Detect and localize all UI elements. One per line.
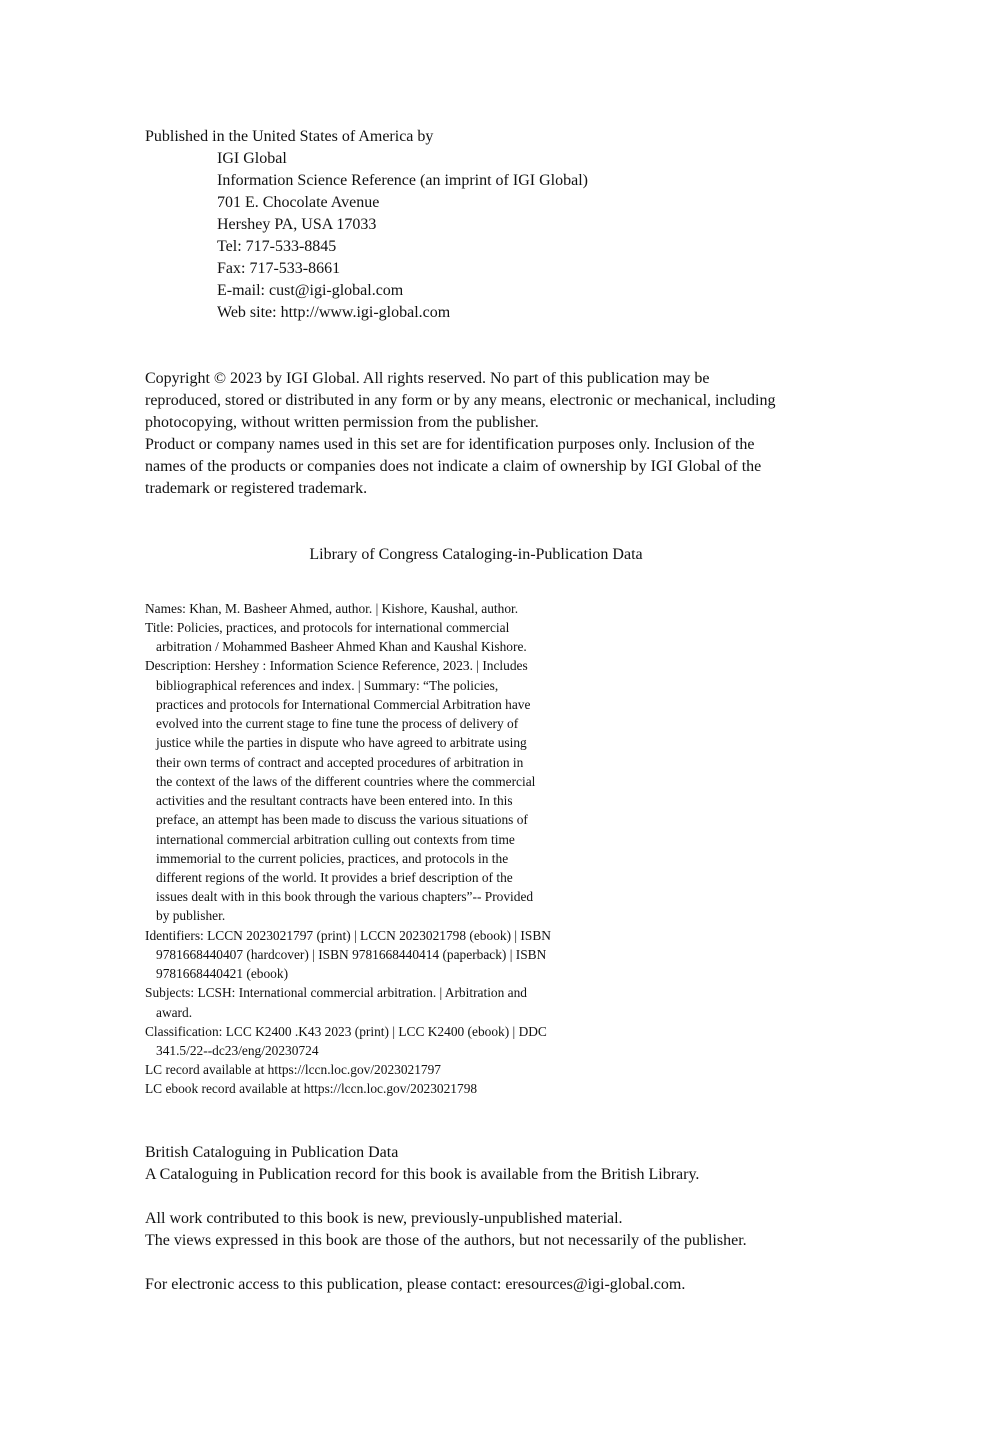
copyright-line: photocopying, without written permission from the publisher. [145, 414, 539, 431]
cip-description-cont: issues dealt with in this book through the various chapters”-- Provided [156, 889, 534, 904]
british-cip-text: A Cataloguing in Publication record for this book is available from the British Library. [145, 1166, 700, 1183]
cip-names: Names: Khan, M. Basheer Ahmed, author. | Kishore, Kaushal, author. [145, 601, 519, 616]
publisher-name: IGI Global [217, 150, 287, 167]
cip-description-cont: by publisher. [156, 908, 226, 923]
publisher-intro: Published in the United States of America by [145, 128, 434, 145]
cip-description-cont: immemorial to the current policies, practices, and protocols in the [156, 851, 509, 866]
cip-description-cont: evolved into the current stage to fine tune the process of delivery of [156, 716, 519, 731]
cip-description-cont: the context of the laws of the different countries where the commercial [156, 774, 536, 789]
cip-lc-ebook-record: LC ebook record available at https://lccn.loc.gov/2023021798 [145, 1081, 478, 1096]
views-disclaimer: The views expressed in this book are those of the authors, but not necessarily of the publisher. [145, 1232, 747, 1249]
publisher-fax: Fax: 717-533-8661 [217, 260, 341, 277]
copyright-line: Copyright © 2023 by IGI Global. All rights reserved. No part of this publication may be [145, 370, 710, 387]
cip-description-cont: preface, an attempt has been made to discuss the various situations of [156, 812, 528, 827]
copyright-line: names of the products or companies does not indicate a claim of ownership by IGI Global of the [145, 458, 762, 475]
cip-description-cont: international commercial arbitration culling out contexts from time [156, 832, 515, 847]
cip-description-cont: activities and the resultant contracts have been entered into. In this [156, 793, 513, 808]
cip-subjects-cont: award. [156, 1005, 193, 1020]
cip-identifiers-cont: 9781668440421 (ebook) [156, 966, 289, 981]
cip-description-cont: justice while the parties in dispute who have agreed to arbitrate using [156, 735, 527, 750]
british-cip-heading: British Cataloguing in Publication Data [145, 1144, 399, 1161]
cip-description-cont: practices and protocols for International Commercial Arbitration have [156, 697, 531, 712]
publisher-imprint: Information Science Reference (an imprint of IGI Global) [217, 172, 588, 189]
loc-cip-heading: Library of Congress Cataloging-in-Publication Data [309, 546, 643, 563]
publisher-city: Hershey PA, USA 17033 [217, 216, 377, 233]
cip-subjects: Subjects: LCSH: International commercial arbitration. | Arbitration and [145, 985, 527, 1000]
cip-classification-cont: 341.5/22--dc23/eng/20230724 [156, 1043, 319, 1058]
cip-classification: Classification: LCC K2400 .K43 2023 (print) | LCC K2400 (ebook) | DDC [145, 1024, 547, 1039]
cip-description-cont: their own terms of contract and accepted procedures of arbitration in [156, 755, 524, 770]
publisher-tel: Tel: 717-533-8845 [217, 238, 337, 255]
electronic-access-notice: For electronic access to this publication, please contact: eresources@igi-global.com. [145, 1276, 686, 1293]
cip-description-cont: bibliographical references and index. | Summary: “The policies, [156, 678, 499, 693]
publisher-street: 701 E. Chocolate Avenue [217, 194, 380, 211]
cip-identifiers: Identifiers: LCCN 2023021797 (print) | LCCN 2023021798 (ebook) | ISBN [145, 928, 551, 943]
copyright-line: trademark or registered trademark. [145, 480, 368, 497]
copyright-line: Product or company names used in this set are for identification purposes only. Inclusion of the [145, 436, 755, 453]
new-work-notice: All work contributed to this book is new, previously-unpublished material. [145, 1210, 623, 1227]
cip-identifiers-cont: 9781668440407 (hardcover) | ISBN 9781668440414 (paperback) | ISBN [156, 947, 547, 962]
cip-description-cont: different regions of the world. It provides a brief description of the [156, 870, 513, 885]
publisher-website: Web site: http://www.igi-global.com [217, 304, 451, 321]
publisher-email: E-mail: cust@igi-global.com [217, 282, 404, 299]
cip-title: Title: Policies, practices, and protocols for international commercial [145, 620, 510, 635]
cip-lc-record: LC record available at https://lccn.loc.gov/2023021797 [145, 1062, 442, 1077]
copyright-line: reproduced, stored or distributed in any form or by any means, electronic or mechanical, including [145, 392, 776, 409]
cip-description: Description: Hershey : Information Science Reference, 2023. | Includes [145, 658, 528, 673]
cip-title-cont: arbitration / Mohammed Basheer Ahmed Khan and Kaushal Kishore. [156, 639, 527, 654]
